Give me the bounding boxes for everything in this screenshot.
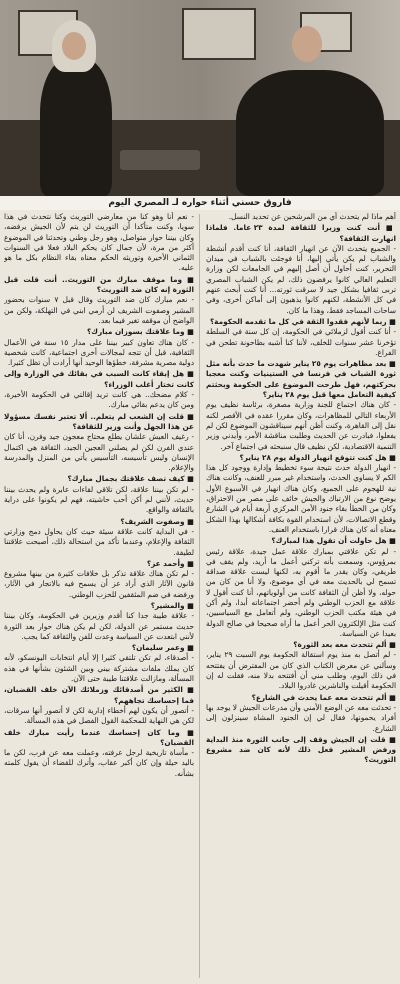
interview-photo [0, 0, 400, 196]
interview-question: ■ قلت إن الجيش وقف إلى جانب الثورة منذ البداية ورفض المشير فعل ذلك لأنه كان ضد مشروع التوريث؟ [206, 734, 396, 765]
interview-answer: - نعم أنا وهو كنا من معارضي التوريث وكنا نتحدث في هذا سويا، وكنت متأكدا أن التوريث لن يتم لأن الجيش يرفضه، وكان بيننا حوار متواصل، وهو رجل وطني وتحدثنا في الموضوع أكثر من مرة، لأن جمال كان يحكم البلاد فعلا في السنوات الثماني الأخيرة وتوريثه الحكم معناه بقاء النظام بكل ما هو عليه. [4, 212, 194, 273]
interview-question: ■ والمشير؟ [150, 600, 194, 610]
article-column-right [206, 212, 396, 980]
interviewer-figure [40, 58, 112, 196]
wall-painting-center [182, 8, 256, 60]
interview-answer: - أنا كنت أقول لزملائي في الحكومة، إن كل سنة في السلطة تؤخرنا عشر سنوات للخلف، لأننا كنا أشبه بطاحونة تطحن في الفراغ. [206, 327, 396, 357]
interview-answer: - في البداية كانت علاقة سيئة حيث كان يحاول دمج وزارتي الثقافة والإعلام، وعندما تأكد من استحالة ذلك، أصبحت علاقتنا لطيفة. [4, 526, 194, 557]
interview-answer: - انهيار الدولة حدث نتيجة سوء تخطيط وإدارة ووجود كل هذا الكم لا يساوي الحدث، واستخدام غير مبرر للعنف، وكانت هناك نية للهجوم على الجميع، وكان هناك انهيار في الأسبوع الأول يوضح نوع من الارتباك والجيش خائف على مصر من الاحتراق، وكان من الخطأ بقاء جنود الأمن المركزي أربعة أيام في الشارع وقطع الاتصالات، لأن استخدام القوة بكافة أشكالها بهذا الشكل معناه أنه كان هناك قرارا باستخدام العنف. [206, 463, 396, 534]
interview-answer: - رغيف العيش علشان يطلع محتاج معجون جيد وفرن، أنا كان عندي الفرن لكن لم يصلني العجين الجيد، الثقافة هي اكتمال الإنسان وليس تأسيسه، التأسيس يأتي من المنزل والمدرسة والإعلام. [4, 432, 194, 473]
interview-answer: - لم أتصل به منذ يوم استقالة الحكومة يوم السبت ٢٩ يناير، وسألني عن معرض الكتاب الذي كان من المفترض أن يفتتحه في ذلك اليوم، وطلب مني أن أفتتحه بدلا منه، فقلت له إن الحكومة أقيلت والناشرين غادروا البلاد. [206, 650, 396, 691]
interview-question: ■ هل كنت تتوقع انهيار الدولة يوم ٢٨ يناير؟ [239, 452, 396, 462]
interview-answer: - مأساة تاريخية لرجل عرفته، وعملت معه عن قرب، لكن ما باليد حيلة وإن كان أكبر عقاب، وأترك للقضاء أن يقول كلمته بشأنه. [4, 748, 194, 778]
interview-question: ■ ألم تتحدث معه بعد الثورة؟ [293, 640, 396, 650]
interview-answer: - تحدثت معه عن الوضع الأمني وأن مدرعات الجيش لا يوجد بها أفراد يحمونها، فقال لي إن الجنود المشاة سينزلون إلى الشارع. [206, 702, 396, 733]
interview-answer: - كان هناك اجتماع للجنة وزارية مصغرة، برئاسة نظيف يوم الأربعاء التالي للمظاهرات، وكان مقررا عقده في الأقصر لكنه نقل إلى القاهرة، وكنت أظن أنهم سيناقشون الموضوع لكن لم يفعلوا، فبادرت عن الحديث وطلبت مناقشة الأمر، وأيدني وزير التنمية الاقتصادية، لكن نظيف قال سنبحثه في اجتماع آخر. [206, 400, 396, 451]
interview-answer: - الجميع يتحدث الآن عن انهيار الثقافة، أنا كنت أقدم أنشطة والشباب لم يكن يأتي إليها، أنا فوجئت بالشباب في ميدان التحرير، كنت أحاول أن أصل إليهم في الجامعات لكن وزارة التعليم العالي كانوا يرفضون ذلك، لم يكن الشباب المصري تربى ثقافيا بشكل جيد لا سرقت ثورته... أنا كنت أبحث عنهم في كل الأنشطة، لكنهم كانوا يذهبون إلى أماكن أخرى، وفي ساحات المساجد فقط، وهذا ما كان. [206, 243, 396, 315]
interview-question: ■ أنت كنت وزيرا للثقافة لمدة ٢٣ عاما. فلماذا انهارت الثقافة؟ [206, 223, 396, 243]
interview-question: ■ وما موقف مبارك من التوريث.. أنت قلت قبل الثورة إنه كان ضد التوريث؟ [4, 274, 194, 295]
interview-answer: - لم تكن بيننا علاقة، لكن تلاقي لقاءات عابرة ولم يحدث بيننا حديث، لأنني لم أكن أحب حاشيته، فهم لم يكونوا على دراية بالثقافة والواقع. [4, 484, 194, 515]
interview-answer: - لم تكن علاقتي بمبارك علاقة عمل جيدة، علاقة رئيس بمرؤوس، وسمعت بأنه تركني أعمل ما أريد، ولم يقف في طريقي، وكان يقدر ما أقوم به، لكنها ليست علاقة صداقة تسمح لي بالحديث معه في أي موضوع، ولا أنا من كان من حوله، ولا أظن أن الثقافة كانت من أولوياتهم، أنا كنت أقول لا علاقة مع الحزب الوطني ولم أحضر اجتماعاته أبدا، ولم أكن في هيئة مكتب الحزب الوطني، ولم أتعامل مع السياسيين، كنت مثل الإلكترون الحر أعمل ما أراه صحيحا في صالح الدولة بعيدا عن السياسة. [206, 546, 396, 638]
column-divider [199, 214, 200, 978]
interview-question: ■ ربما لأنهم فقدوا الثقة في كل ما تقدمه الحكومة؟ [209, 316, 396, 326]
interview-question: ■ وأحمد عز؟ [146, 558, 194, 568]
interview-question: ■ وصفوت الشريف؟ [120, 516, 194, 526]
article-column-left [4, 212, 194, 980]
interviewee-face [292, 26, 322, 62]
interviewee-figure [236, 70, 384, 196]
interview-question: ■ وما علاقتك بسوزان مبارك؟ [87, 327, 194, 337]
interview-question: ■ ألم تتحدث معه عما يحدث في الشارع؟ [251, 692, 396, 702]
photo-caption: فاروق حسني أثناء حواره لـ المصري اليوم [0, 196, 400, 210]
interview-question: ■ هل حاولت أن تقول هذا لمبارك؟ [271, 536, 396, 546]
interview-question: ■ وما كان إحساسك عندما رأيت مبارك خلف القضبان؟ [4, 727, 194, 747]
interview-answer: - كلام مضحك.. هي كانت تريد إقالتي في الحكومة الأخيرة، ومن كان يدعم بقائي مبارك. [4, 390, 194, 410]
coffee-table [120, 150, 200, 170]
interview-question: ■ هل إبقاء كانت السبب في بقائك في الوزارة وإلى كانت تختار أغلب الوزراء؟ [4, 369, 194, 389]
interview-question: ■ وعمر سليمان؟ [131, 643, 194, 653]
interview-question: ■ بعد مظاهرات يوم ٢٥ يناير شهدت ما حدث بأنه مثل ثورة الشباب في فرنسا في الستينيات وكنت معجبا بحركتهم، فهل طرحت الموضوع على الحكومة وبحثتم كيفية التعامل معها قبل يوم ٢٨ يناير؟ [206, 359, 396, 400]
interview-answer: - علاقة طيبة جدا كنا أقدم وزيرين في الحكومة، وكان بيننا حديث مستمر عن الدولة، لكن لم يكن هناك حوار بعد الثورة لأنني ابتعدت عن السياسة وعدت للفن والثقافة كما يجب. [4, 611, 194, 641]
interview-answer: - نعم مبارك كان ضد التوريث وقال قبل ٧ سنوات بحضور المشير وصفوت الشريف لن أرمي ابني في التهلكة، ولكن من الواضح أن موقفه تغير فيما بعد. [4, 295, 194, 325]
interview-question: ■ الكثير من أصدقائك وزملائك الآن خلف القضبان، فما إحساسك تجاههم؟ [4, 685, 194, 705]
interview-question: ■ كيف تصف علاقتك بجمال مبارك؟ [67, 474, 194, 484]
interview-answer: - لم تكن هناك علاقة تذكر بل خلافات كثيرة من بينها مشروع قانون الآثار الذي أراد عز أن يسمح فيه بالاتجار في الآثار، ورفضه في ضم المثقفين للحزب الوطني. [4, 569, 194, 599]
interviewer-face [62, 32, 86, 60]
interview-answer: - أصدقاء، لم تكن تلتقي كثيرا إلا أيام انتخابات اليونسكو، لأنه كان يملك ملفات مشتركة بيني وبين الشئون بشأنها في هذه المسألة، ومازالت علاقتنا طيبة حتى الآن. [4, 653, 194, 684]
interview-answer: - أتصور أن يكون لهم أخطاء إدارية لكن لا أتصور أنها سرقات، لكن هي النهاية للمحكمة القول الفصل في هذه المسألة. [4, 705, 194, 726]
interview-answer: - كان هناك تعاون كبير بيننا على مدار ١٥ سنة في الأعمال الثقافية، قبل أن تتجه لمجالات أخرى اجتماعية، كانت شخصية دولية مصرية مشرفة، خطؤها الوحيد أنها أرادت أن تظل كثيرا. [4, 337, 194, 368]
interview-question: ■ قلت إن الشعب لم يتعلم.. ألا تعتبر نفسك مسؤولا عن هذا الجهل وأنت وزير للثقافة؟ [4, 411, 194, 431]
interview-answer: أهم ماذا لم يتحدث أي من المرشحين عن تحديد النسل. [228, 212, 396, 221]
